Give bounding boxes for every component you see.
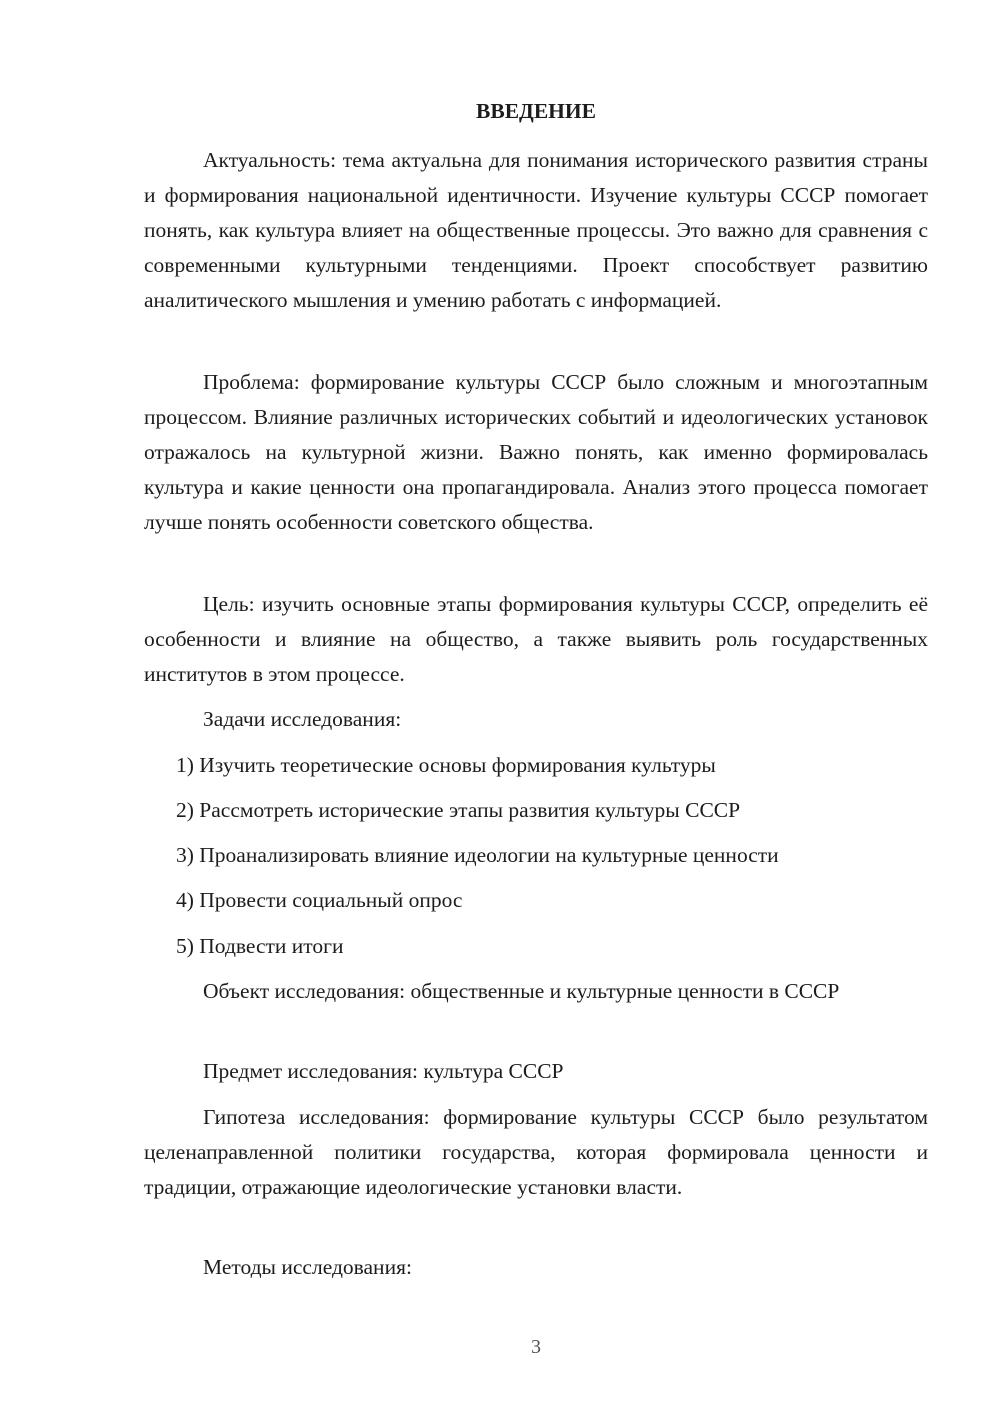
hypothesis-paragraph: Гипотеза исследования: формирование культуры СССР было результатом целенаправленной политики государства, которая формировала ценности и традиции, отражающие идеологические установки власти. [144, 1105, 928, 1199]
subject-paragraph: Предмет исследования: культура СССР [203, 1059, 564, 1083]
task-item-3: 3) Проанализировать влияние идеологии на культурные ценности [176, 843, 779, 867]
object-paragraph: Объект исследования: общественные и культурные ценности в СССР [203, 979, 840, 1003]
task-item-1: 1) Изучить теоретические основы формирования культуры [176, 753, 716, 777]
methods-heading: Методы исследования: [203, 1255, 412, 1279]
goal-paragraph: Цель: изучить основные этапы формирования культуры СССР, определить её особенности и влияние на общество, а также выявить роль государственных институтов в этом процессе. [144, 592, 928, 686]
task-item-5: 5) Подвести итоги [176, 934, 344, 958]
task-item-4: 4) Провести социальный опрос [176, 888, 463, 912]
tasks-heading: Задачи исследования: [203, 707, 402, 731]
page-title: ВВЕДЕНИЕ [476, 99, 596, 123]
task-item-2: 2) Рассмотреть исторические этапы развития культуры СССР [176, 798, 741, 822]
problem-paragraph: Проблема: формирование культуры СССР было сложным и многоэтапным процессом. Влияние различных исторических событий и идеологических установок отражалось на культурной жизни. Важно понять, как именно формировалась культура и какие ценности она пропагандировала. Анализ этого процесса помогает лучше понять особенности советского общества. [144, 370, 928, 534]
page-number: 3 [531, 1336, 541, 1358]
relevance-paragraph: Актуальность: тема актуальна для понимания исторического развития страны и формирования национальной идентичности. Изучение культуры СССР помогает понять, как культура влияет на общественные процессы. Это важно для сравнения с современными культурными тенденциями. Проект способствует развитию аналитического мышления и умению работать с информацией. [144, 148, 928, 312]
